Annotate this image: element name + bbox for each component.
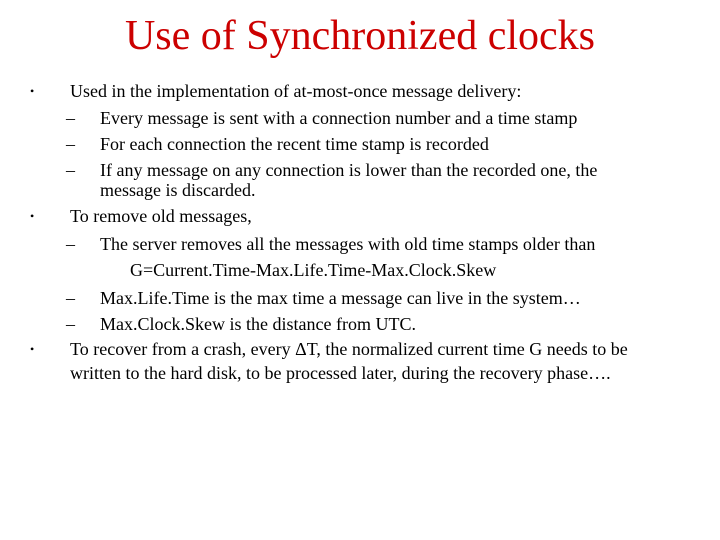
slide-title: Use of Synchronized clocks — [124, 13, 596, 59]
bullet-icon: • — [30, 84, 35, 98]
sub-item-text: For each connection the recent time stamp is recorded — [100, 134, 489, 154]
sub-item-text: If any message on any connection is lower than the recorded one, the — [100, 160, 598, 180]
dash-icon: – — [66, 160, 75, 180]
formula-text: G=Current.Time-Max.Life.Time-Max.Clock.Skew — [130, 260, 497, 280]
sub-item-text: The server removes all the messages with old time stamps older than — [100, 234, 596, 254]
sub-item-text: Max.Clock.Skew is the distance from UTC. — [100, 314, 416, 334]
sub-item-text: message is discarded. — [100, 180, 256, 200]
bullet-text: To recover from a crash, every ΔT, the normalized current time G needs to be — [70, 339, 628, 359]
dash-icon: – — [66, 108, 75, 128]
bullet-text: Used in the implementation of at-most-once message delivery: — [70, 81, 522, 101]
sub-item-text: Max.Life.Time is the max time a message can live in the system… — [100, 288, 581, 308]
sub-item-text: Every message is sent with a connection number and a time stamp — [100, 108, 578, 128]
dash-icon: – — [66, 288, 75, 308]
bullet-text: written to the hard disk, to be processed later, during the recovery phase…. — [70, 363, 611, 383]
bullet-icon: • — [30, 342, 35, 356]
dash-icon: – — [66, 134, 75, 154]
dash-icon: – — [66, 234, 75, 254]
dash-icon: – — [66, 314, 75, 334]
bullet-text: To remove old messages, — [70, 206, 252, 226]
bullet-icon: • — [30, 209, 35, 223]
